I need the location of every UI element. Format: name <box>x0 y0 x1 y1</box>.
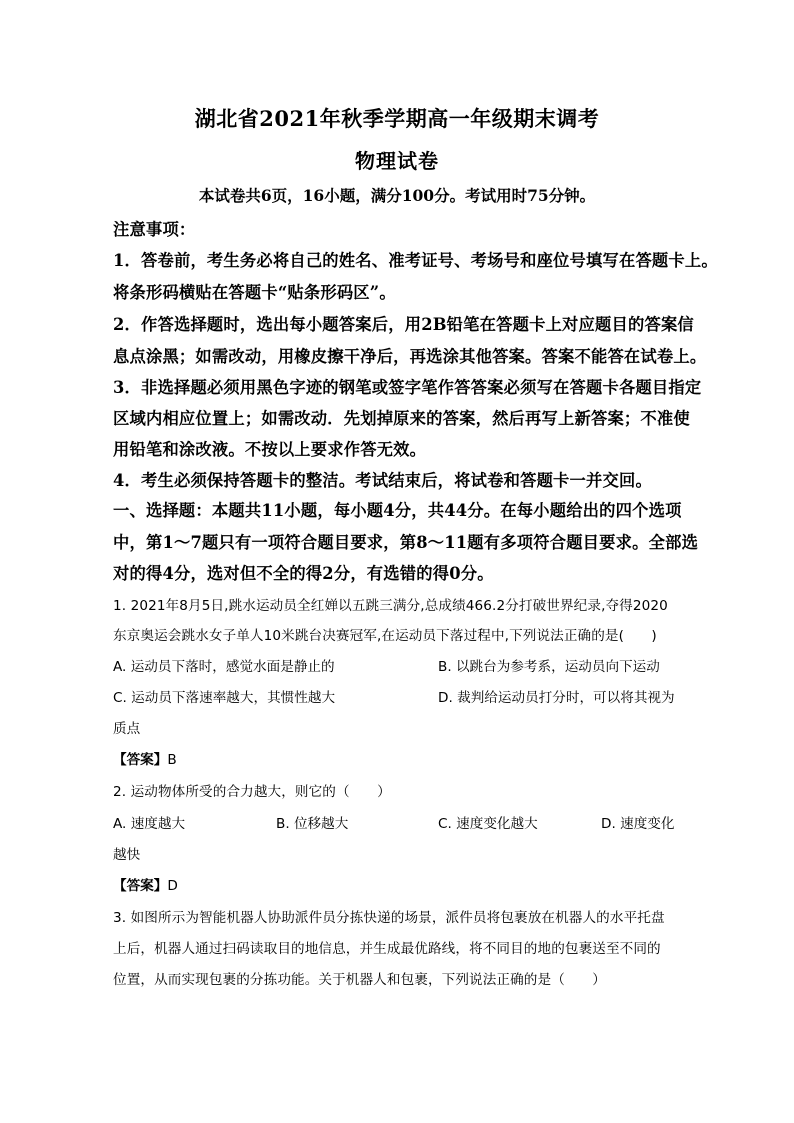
notice-line: 1．答卷前，考生务必将自己的姓名、准考证号、考场号和座位号填写在答题卡上。 <box>113 251 718 270</box>
exam-title: 湖北省2021年秋季学期高一年级期末调考 <box>194 106 600 131</box>
answer-value: D <box>167 878 178 894</box>
section-heading-line: 一、选择题：本题共11小题，每小题4分，共44分。在每小题给出的四个选项 <box>113 501 682 520</box>
q2-option-a: A. 速度越大 <box>113 816 186 832</box>
q2-option-d-cont: 越快 <box>113 847 141 863</box>
q2-option-c: C. 速度变化越大 <box>438 816 538 832</box>
exam-subtitle: 物理试卷 <box>355 149 439 173</box>
exam-info: 本试卷共6页，16小题，满分100分。考试用时75分钟。 <box>198 186 596 205</box>
notice-line: 4．考生必须保持答题卡的整洁。考试结束后，将试卷和答题卡一并交回。 <box>113 471 652 490</box>
q3-stem: 位置，从而实现包裹的分拣功能。关于机器人和包裹，下列说法正确的是（ ） <box>113 972 606 988</box>
q1-stem: 东京奥运会跳水女子单人10米跳台决赛冠军,在运动员下落过程中,下列说法正确的是( ) <box>113 628 657 644</box>
q1-option-c: C. 运动员下落速率越大，其惯性越大 <box>113 690 336 706</box>
notice-line: 3．非选择题必须用黑色字迹的钢笔或签字笔作答答案必须写在答题卡各题目指定 <box>113 378 702 397</box>
notice-line: 2．作答选择题时，选出每小题答案后，用2B铅笔在答题卡上对应题目的答案信 <box>113 315 694 334</box>
answer-tag: 【答案】 <box>113 752 168 768</box>
q1-option-d-cont: 质点 <box>113 721 141 737</box>
section-heading-line: 中，第1～7题只有一项符合题目要求，第8～11题有多项符合题目要求。全部选 <box>113 533 699 552</box>
notice-heading: 注意事项： <box>113 220 196 239</box>
notice-line: 将条形码横贴在答题卡“贴条形码区”。 <box>113 283 396 302</box>
q2-stem: 2. 运动物体所受的合力越大，则它的（ ） <box>113 784 391 800</box>
q1-answer <box>113 748 177 768</box>
notice-line: 息点涂黑；如需改动，用橡皮擦干净后，再选涂其他答案。答案不能答在试卷上。 <box>113 347 707 366</box>
q3-stem: 上后，机器人通过扫码读取目的地信息，并生成最优路线，将不同目的地的包裹送至不同的 <box>113 941 661 957</box>
q3-stem: 3. 如图所示为智能机器人协助派件员分拣快递的场景，派件员将包裹放在机器人的水平托盘 <box>113 910 665 926</box>
q1-option-b: B. 以跳台为参考系，运动员向下运动 <box>438 659 660 675</box>
section-heading-line: 对的得4分，选对但不全的得2分，有选错的得0分。 <box>113 564 494 583</box>
q1-option-a: A. 运动员下落时，感觉水面是静止的 <box>113 659 335 675</box>
answer-tag: 【答案】 <box>113 878 168 894</box>
answer-value: B <box>167 752 177 768</box>
q2-option-b: B. 位移越大 <box>276 816 349 832</box>
q2-answer <box>113 874 178 894</box>
notice-line: 用铅笔和涂改液。不按以上要求作答无效。 <box>113 440 427 459</box>
notice-line: 区域内相应位置上；如需改动．先划掉原来的答案，然后再写上新答案；不准使 <box>113 409 690 428</box>
q1-option-d: D. 裁判给运动员打分时，可以将其视为 <box>438 690 675 706</box>
q2-option-d: D. 速度变化 <box>601 816 675 832</box>
q1-stem: 1. 2021年8月5日,跳水运动员全红婵以五跳三满分,总成绩466.2分打破世界纪录,夺得2020 <box>113 598 668 614</box>
